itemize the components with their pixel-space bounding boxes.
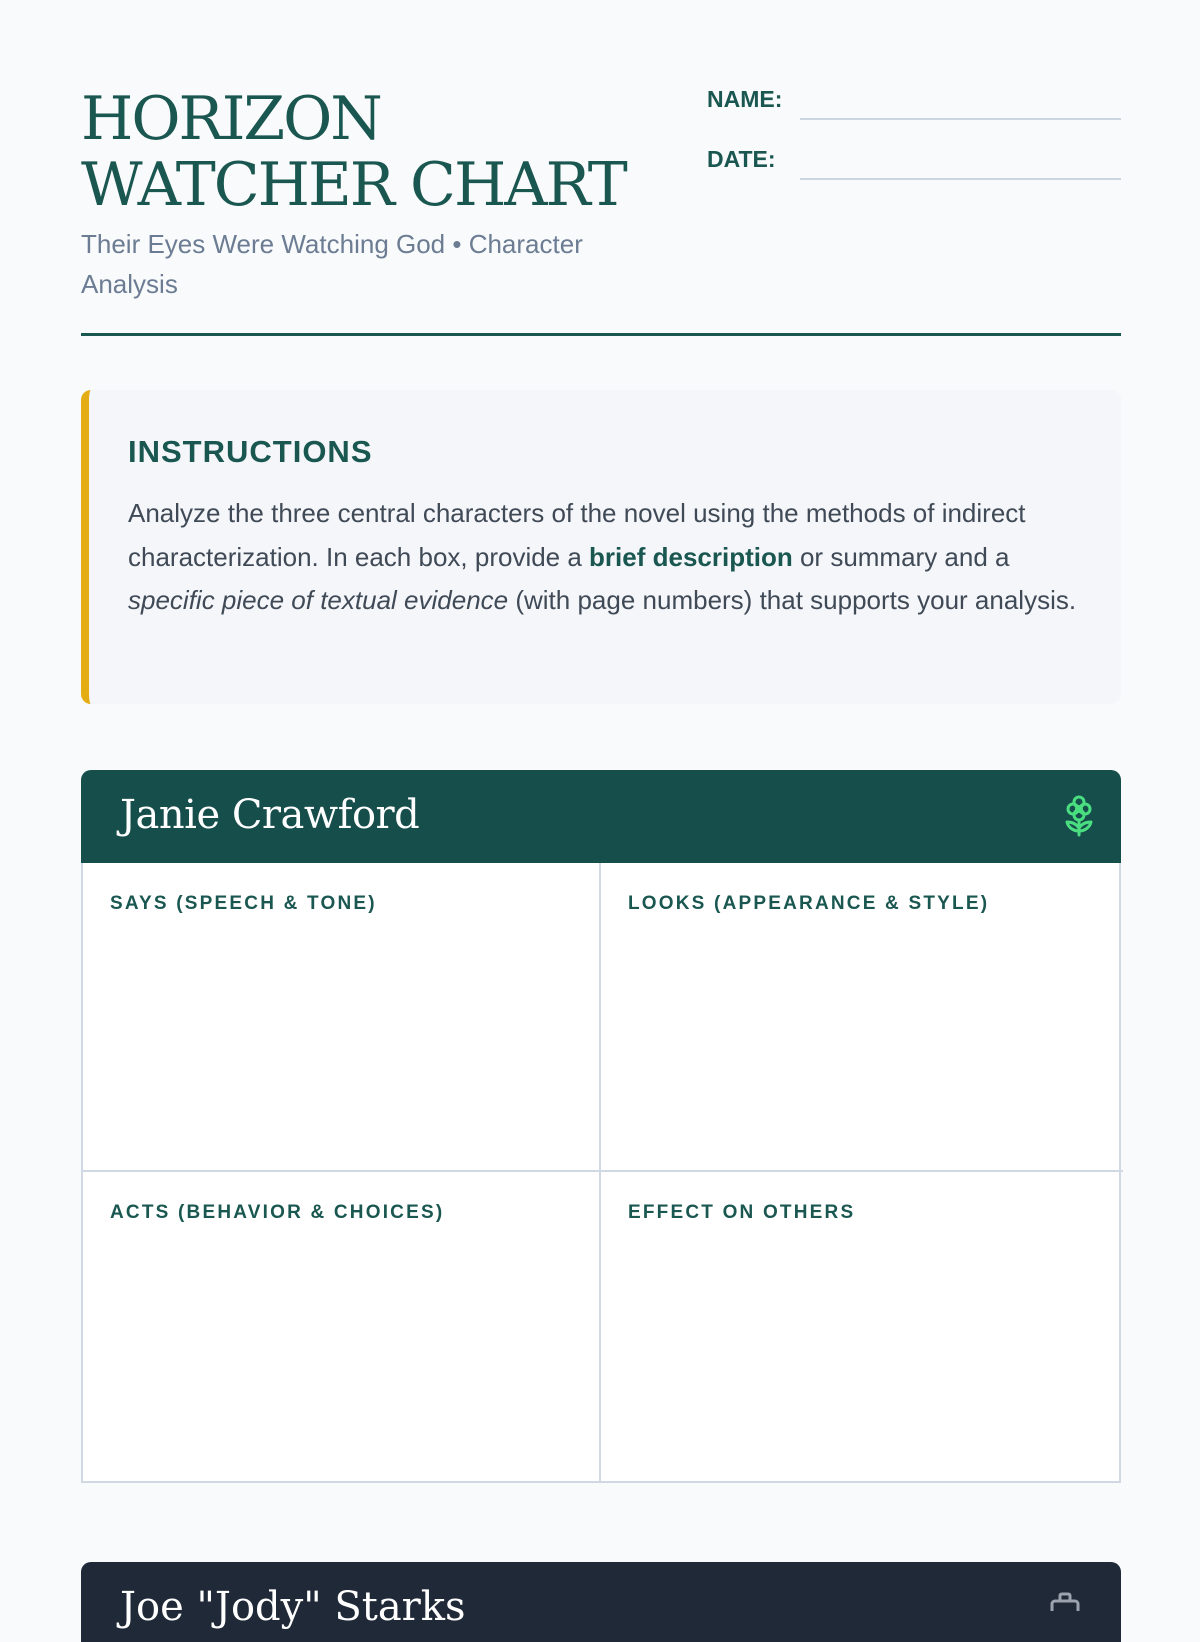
instructions-text <box>128 492 1081 623</box>
briefcase-icon <box>1049 1591 1081 1611</box>
page-subtitle: Their Eyes Were Watching God • Character Analysis <box>81 229 583 299</box>
character-card-header <box>81 770 1121 863</box>
student-fields <box>707 82 1121 202</box>
flower-icon <box>1063 795 1095 837</box>
character-name: Joe "Jody" Starks <box>120 1584 466 1630</box>
title-block <box>81 86 641 304</box>
worksheet-header <box>81 0 1121 336</box>
page-title: HORIZON WATCHER CHART <box>81 84 626 220</box>
character-card-jody-header <box>81 1562 1121 1642</box>
name-field[interactable] <box>800 118 1121 120</box>
acts-cell[interactable] <box>83 1172 601 1481</box>
name-field-row <box>707 82 1121 142</box>
cell-label: LOOKS (APPEARANCE & STYLE) <box>628 893 990 914</box>
date-label: DATE: <box>707 146 776 172</box>
instructions-text-part: Analyze the three central characters of the novel using the methods of indirect characterization. In each box, provide a <box>128 498 1026 572</box>
instructions-box <box>81 390 1121 704</box>
instructions-text-part: or summary and a <box>792 541 1010 572</box>
name-label: NAME: <box>707 86 783 112</box>
cell-label: EFFECT ON OTHERS <box>628 1202 856 1223</box>
says-cell[interactable] <box>83 863 601 1172</box>
looks-cell[interactable] <box>601 863 1123 1172</box>
character-card-janie <box>81 770 1121 1483</box>
character-name: Janie Crawford <box>120 792 420 838</box>
date-field[interactable] <box>800 178 1121 180</box>
instructions-text-part: (with page numbers) that supports your analysis. <box>508 585 1077 615</box>
instructions-bold-text: brief description <box>589 541 793 572</box>
instructions-italic-text: specific piece of textual evidence <box>128 585 509 615</box>
worksheet-page <box>81 0 1121 1630</box>
instructions-heading: INSTRUCTIONS <box>128 434 373 469</box>
characterization-grid <box>81 863 1121 1483</box>
date-field-row <box>707 142 1121 202</box>
cell-label: SAYS (SPEECH & TONE) <box>110 893 377 914</box>
effect-cell[interactable] <box>601 1172 1123 1481</box>
cell-label: ACTS (BEHAVIOR & CHOICES) <box>110 1202 445 1223</box>
